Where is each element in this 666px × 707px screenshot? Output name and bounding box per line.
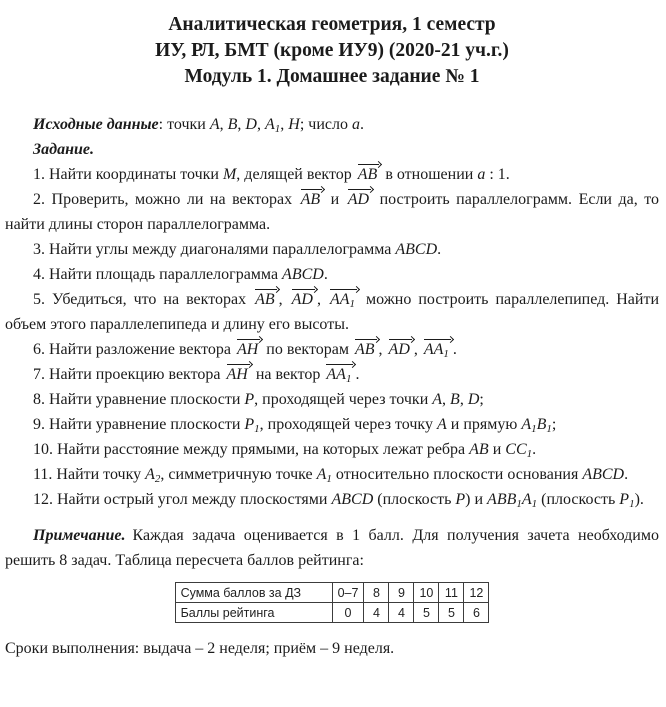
math-variable: ABCD xyxy=(282,266,324,283)
rating-table-row-scores xyxy=(175,583,489,603)
math-variable: D xyxy=(467,391,480,408)
task-number: 12. xyxy=(33,491,53,508)
task-number: 5. xyxy=(33,291,45,308)
rating-table xyxy=(175,582,490,623)
task-item xyxy=(5,362,659,387)
vector-notation: $AA_1$ xyxy=(330,291,358,308)
task-text: Убедиться, что на векторах AB , AD , $AA_1$ можно построить параллелепипед. Найти объем этого параллелепипеда и длину его высоты. xyxy=(5,291,660,333)
rating-cell: 0–7 xyxy=(332,583,364,603)
task-number: 6. xyxy=(33,341,45,358)
rating-cell: 8 xyxy=(364,583,389,603)
assignment-label: Задание. xyxy=(33,141,94,158)
task-number: 10. xyxy=(33,441,53,458)
vector-notation: AD xyxy=(348,191,372,208)
source-data-label: Исходные данные xyxy=(33,116,159,133)
task-item xyxy=(5,462,659,487)
vector-notation: AB xyxy=(358,166,381,183)
math-variable: ABCD xyxy=(395,241,438,258)
math-variable: $CC_1$ xyxy=(505,441,533,460)
task-text: Проверить, можно ли на векторах AB и AD построить параллелограмм. Если да, то найти длины сторон параллелограмма. xyxy=(5,191,660,233)
math-variable: a xyxy=(477,166,486,183)
rating-cell: 6 xyxy=(464,603,489,623)
task-list xyxy=(5,162,659,512)
rating-cell: 12 xyxy=(464,583,489,603)
task-item xyxy=(5,337,659,362)
rating-cell: 5 xyxy=(414,603,439,623)
task-item xyxy=(5,287,659,337)
task-number: 2. xyxy=(33,191,45,208)
task-item xyxy=(5,162,659,187)
document-title xyxy=(5,12,659,90)
task-item xyxy=(5,187,659,237)
deadline-text: Сроки выполнения: выдача – 2 неделя; приём – 9 неделя. xyxy=(5,640,395,657)
rating-table-row-points xyxy=(175,603,489,623)
rating-row-label: Сумма баллов за ДЗ xyxy=(175,583,332,603)
vector-notation: $AA_1$ xyxy=(326,366,354,383)
math-variable: ABCD xyxy=(331,491,374,508)
task-item xyxy=(5,237,659,262)
math-variable: $P_1$ xyxy=(619,491,635,510)
math-variable: $P_1$ xyxy=(244,416,260,435)
task-item xyxy=(5,487,659,512)
math-variable: P xyxy=(455,491,466,508)
source-data-paragraph xyxy=(5,112,659,137)
task-number: 7. xyxy=(33,366,45,383)
math-variable: $A_1$ xyxy=(264,116,281,135)
rating-cell: 9 xyxy=(389,583,414,603)
task-number: 3. xyxy=(33,241,45,258)
math-variable: $A_1B_1$ xyxy=(521,416,552,435)
task-text: Найти расстояние между прямыми, на которых лежат ребра AB и $CC_1$. xyxy=(57,441,537,460)
math-variable: A xyxy=(209,116,220,133)
vector-notation: AH xyxy=(227,366,251,383)
task-number: 9. xyxy=(33,416,45,433)
vector-notation: $AA_1$ xyxy=(424,341,452,358)
rating-cell: 5 xyxy=(439,603,464,623)
vector-notation: AD xyxy=(292,291,316,308)
title-line: Модуль 1. Домашнее задание № 1 xyxy=(184,66,480,87)
rating-cell: 4 xyxy=(364,603,389,623)
rating-cell: 4 xyxy=(389,603,414,623)
task-text: Найти острый угол между плоскостями ABCD (плоскость P) и $ABB_1A_1$ (плоскость $P_1$). xyxy=(57,491,644,510)
rating-cell: 0 xyxy=(332,603,364,623)
task-text: Найти уравнение плоскости P, проходящей через точки A, B, D; xyxy=(49,391,484,408)
math-variable: B xyxy=(450,391,460,408)
task-number: 11. xyxy=(33,466,53,483)
math-variable: H xyxy=(288,116,300,133)
task-text: Найти углы между диагоналями параллелограмма ABCD. xyxy=(49,241,442,258)
task-item xyxy=(5,437,659,462)
math-variable: $ABB_1A_1$ xyxy=(487,491,538,510)
task-text: Найти координаты точки M, делящей вектор AB в отношении a : 1. xyxy=(49,166,510,183)
note-text: Каждая задача оценивается в 1 балл. Для получения зачета необходимо решить 8 задач. Таблица пересчета баллов рейтинга: xyxy=(5,527,659,569)
task-text: Найти площадь параллелограмма ABCD. xyxy=(49,266,328,283)
task-text: Найти точку $A_2$, симметричную точке $A_1$ относительно плоскости основания ABCD. xyxy=(56,466,629,485)
task-text: Найти разложение вектора AH по векторам AB , AD , $AA_1$ . xyxy=(49,341,457,360)
math-variable: ABCD xyxy=(582,466,625,483)
task-number: 4. xyxy=(33,266,45,283)
vector-notation: AB xyxy=(301,191,324,208)
math-variable: B xyxy=(227,116,238,133)
title-line: ИУ, РЛ, БМТ (кроме ИУ9) (2020-21 уч.г.) xyxy=(155,40,509,61)
math-variable: A xyxy=(436,416,447,433)
rating-cell: 10 xyxy=(414,583,439,603)
vector-notation: AB xyxy=(255,291,278,308)
math-variable: AB xyxy=(469,441,489,458)
task-text: Найти проекцию вектора AH на вектор $AA_1$ . xyxy=(49,366,360,385)
note-label: Примечание. xyxy=(33,527,126,544)
task-item xyxy=(5,387,659,412)
vector-notation: AH xyxy=(237,341,261,358)
vector-notation: AB xyxy=(355,341,378,358)
task-item xyxy=(5,412,659,437)
rating-cell: 11 xyxy=(439,583,464,603)
task-text: Найти уравнение плоскости $P_1$, проходящей через точку A и прямую $A_1B_1$; xyxy=(49,416,557,435)
note-paragraph xyxy=(5,523,659,573)
math-variable: M xyxy=(222,166,237,183)
task-number: 1. xyxy=(33,166,45,183)
math-variable: D xyxy=(245,116,257,133)
math-variable: a xyxy=(351,116,360,133)
task-number: 8. xyxy=(33,391,45,408)
math-variable: P xyxy=(244,391,255,408)
math-variable: $A_2$ xyxy=(145,466,161,485)
math-variable: A xyxy=(432,391,443,408)
task-item xyxy=(5,262,659,287)
math-variable: $A_1$ xyxy=(316,466,332,485)
vector-notation: AD xyxy=(389,341,413,358)
source-data-text: : точки A, B, D, $A_1$, H; число a. xyxy=(158,116,364,135)
title-line: Аналитическая геометрия, 1 семестр xyxy=(168,14,496,35)
assignment-label-paragraph xyxy=(5,137,659,162)
rating-row-label: Баллы рейтинга xyxy=(175,603,332,623)
